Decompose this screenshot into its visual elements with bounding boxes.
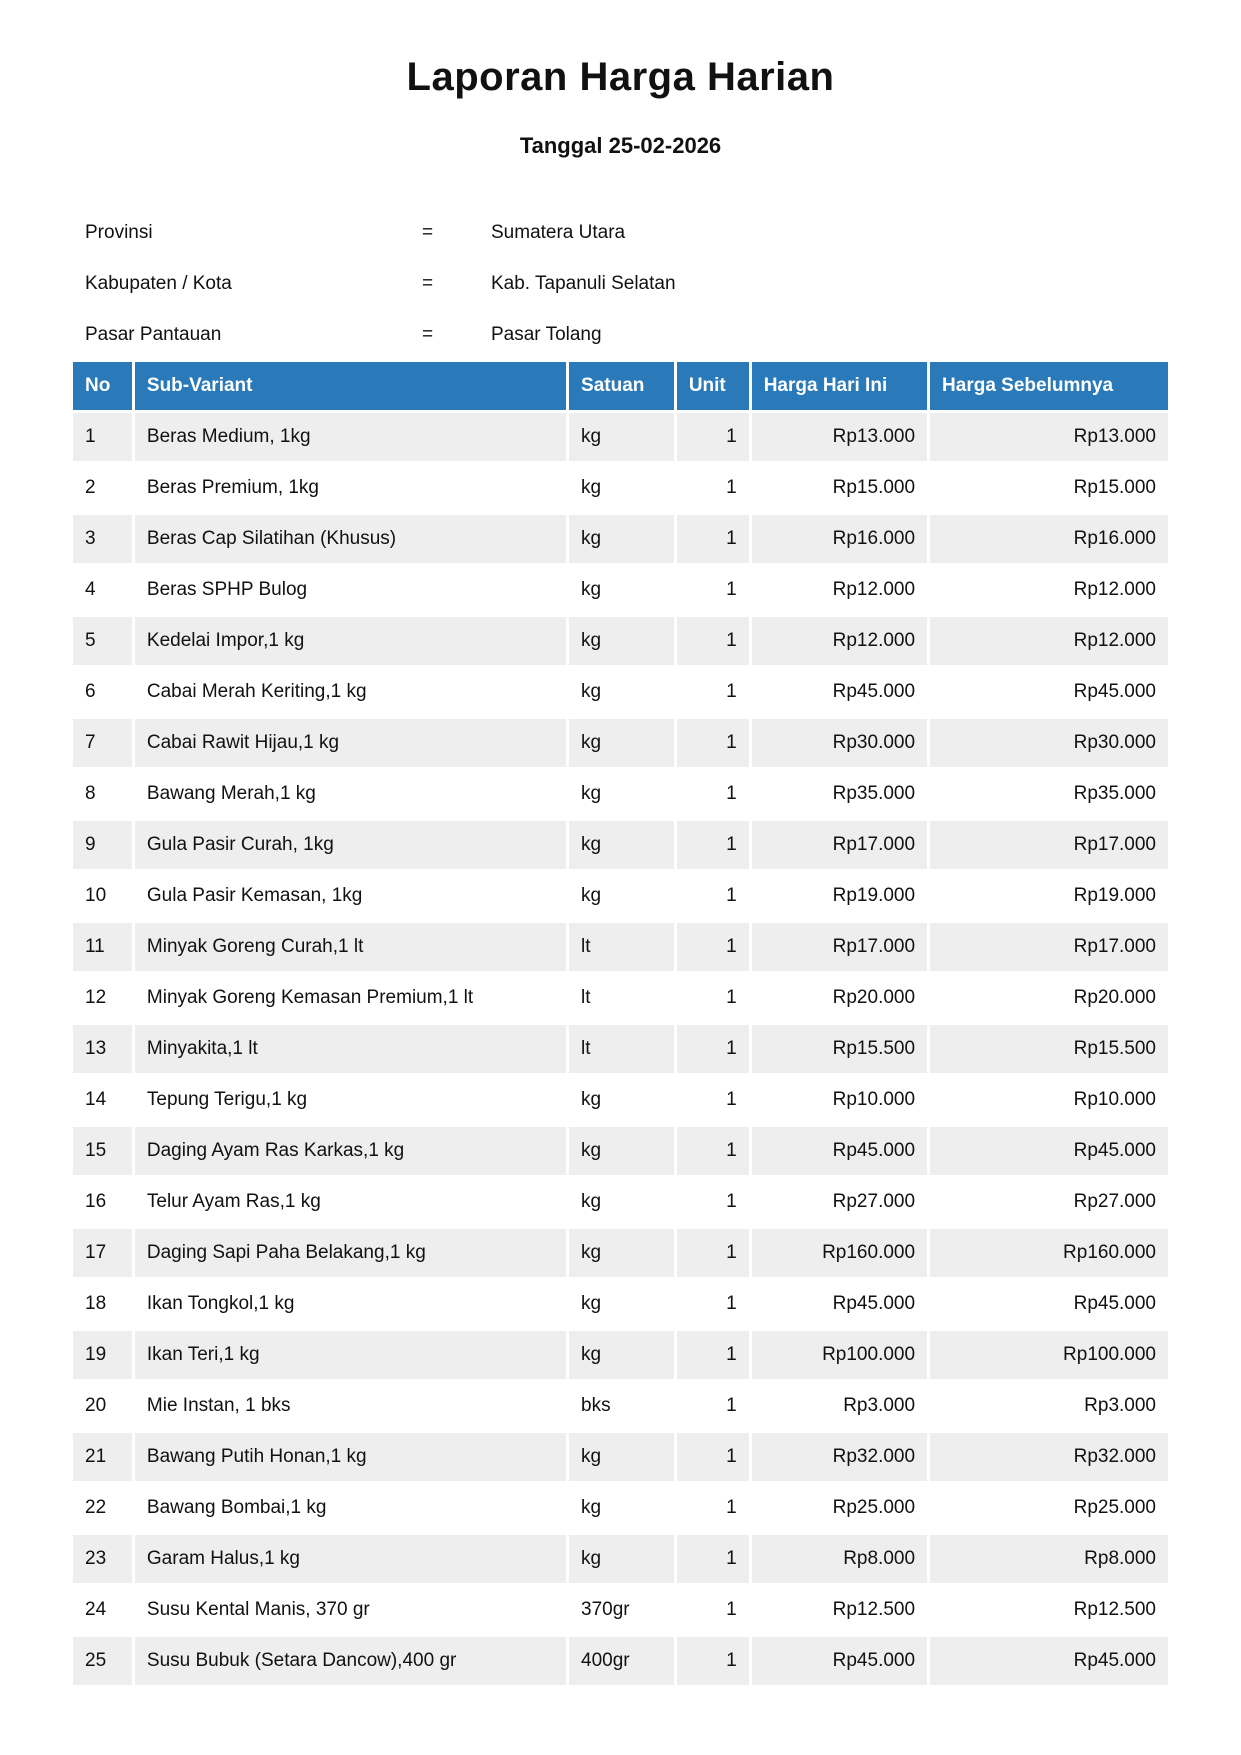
table-row <box>73 719 1168 767</box>
meta-separator: = <box>422 324 434 345</box>
cell-unit: 1 <box>677 770 749 818</box>
cell-no: 11 <box>73 923 132 971</box>
cell-sub-variant: Bawang Merah,1 kg <box>135 770 566 818</box>
cell-no: 5 <box>73 617 132 665</box>
cell-unit: 1 <box>677 464 749 512</box>
cell-satuan: kg <box>569 413 674 461</box>
cell-sub-variant: Minyakita,1 lt <box>135 1025 566 1073</box>
table-row <box>73 1382 1168 1430</box>
cell-harga-hari-ini: Rp13.000 <box>752 413 927 461</box>
cell-unit: 1 <box>677 1280 749 1328</box>
table-row <box>73 821 1168 869</box>
cell-harga-hari-ini: Rp19.000 <box>752 872 927 920</box>
cell-unit: 1 <box>677 668 749 716</box>
cell-sub-variant: Ikan Tongkol,1 kg <box>135 1280 566 1328</box>
cell-unit: 1 <box>677 1484 749 1532</box>
cell-sub-variant: Mie Instan, 1 bks <box>135 1382 566 1430</box>
cell-no: 6 <box>73 668 132 716</box>
cell-sub-variant: Minyak Goreng Curah,1 lt <box>135 923 566 971</box>
cell-unit: 1 <box>677 1331 749 1379</box>
cell-harga-sebelumnya: Rp17.000 <box>930 923 1168 971</box>
column-header-unit: Unit <box>677 362 749 410</box>
cell-harga-sebelumnya: Rp3.000 <box>930 1382 1168 1430</box>
cell-sub-variant: Bawang Bombai,1 kg <box>135 1484 566 1532</box>
cell-sub-variant: Gula Pasir Curah, 1kg <box>135 821 566 869</box>
table-row <box>73 1280 1168 1328</box>
cell-harga-hari-ini: Rp15.500 <box>752 1025 927 1073</box>
table-row <box>73 1331 1168 1379</box>
cell-unit: 1 <box>677 413 749 461</box>
cell-harga-sebelumnya: Rp8.000 <box>930 1535 1168 1583</box>
cell-harga-sebelumnya: Rp45.000 <box>930 668 1168 716</box>
cell-harga-sebelumnya: Rp19.000 <box>930 872 1168 920</box>
cell-no: 13 <box>73 1025 132 1073</box>
cell-sub-variant: Beras Premium, 1kg <box>135 464 566 512</box>
cell-harga-hari-ini: Rp45.000 <box>752 1127 927 1175</box>
table-row <box>73 1025 1168 1073</box>
cell-satuan: kg <box>569 617 674 665</box>
cell-harga-hari-ini: Rp8.000 <box>752 1535 927 1583</box>
cell-satuan: kg <box>569 1280 674 1328</box>
cell-satuan: kg <box>569 1535 674 1583</box>
cell-sub-variant: Beras Medium, 1kg <box>135 413 566 461</box>
cell-sub-variant: Susu Kental Manis, 370 gr <box>135 1586 566 1634</box>
cell-satuan: lt <box>569 974 674 1022</box>
price-table <box>70 359 1171 1688</box>
cell-unit: 1 <box>677 1637 749 1685</box>
cell-sub-variant: Cabai Merah Keriting,1 kg <box>135 668 566 716</box>
cell-no: 2 <box>73 464 132 512</box>
cell-harga-sebelumnya: Rp160.000 <box>930 1229 1168 1277</box>
cell-harga-sebelumnya: Rp12.000 <box>930 566 1168 614</box>
cell-harga-sebelumnya: Rp15.500 <box>930 1025 1168 1073</box>
cell-no: 16 <box>73 1178 132 1226</box>
cell-sub-variant: Beras SPHP Bulog <box>135 566 566 614</box>
cell-unit: 1 <box>677 1127 749 1175</box>
table-row <box>73 1484 1168 1532</box>
cell-harga-hari-ini: Rp45.000 <box>752 1637 927 1685</box>
cell-unit: 1 <box>677 719 749 767</box>
cell-satuan: kg <box>569 1178 674 1226</box>
cell-harga-hari-ini: Rp17.000 <box>752 923 927 971</box>
cell-sub-variant: Kedelai Impor,1 kg <box>135 617 566 665</box>
table-row <box>73 515 1168 563</box>
cell-harga-hari-ini: Rp45.000 <box>752 668 927 716</box>
cell-harga-sebelumnya: Rp10.000 <box>930 1076 1168 1124</box>
cell-harga-hari-ini: Rp15.000 <box>752 464 927 512</box>
cell-unit: 1 <box>677 1076 749 1124</box>
cell-unit: 1 <box>677 515 749 563</box>
cell-satuan: kg <box>569 668 674 716</box>
cell-unit: 1 <box>677 1586 749 1634</box>
cell-harga-hari-ini: Rp30.000 <box>752 719 927 767</box>
cell-sub-variant: Beras Cap Silatihan (Khusus) <box>135 515 566 563</box>
cell-sub-variant: Gula Pasir Kemasan, 1kg <box>135 872 566 920</box>
cell-harga-sebelumnya: Rp27.000 <box>930 1178 1168 1226</box>
cell-sub-variant: Susu Bubuk (Setara Dancow),400 gr <box>135 1637 566 1685</box>
cell-harga-sebelumnya: Rp12.000 <box>930 617 1168 665</box>
cell-no: 23 <box>73 1535 132 1583</box>
cell-harga-sebelumnya: Rp35.000 <box>930 770 1168 818</box>
cell-harga-hari-ini: Rp17.000 <box>752 821 927 869</box>
cell-unit: 1 <box>677 1229 749 1277</box>
cell-no: 25 <box>73 1637 132 1685</box>
cell-no: 21 <box>73 1433 132 1481</box>
cell-harga-sebelumnya: Rp12.500 <box>930 1586 1168 1634</box>
cell-no: 15 <box>73 1127 132 1175</box>
table-row <box>73 1229 1168 1277</box>
cell-satuan: kg <box>569 719 674 767</box>
cell-sub-variant: Cabai Rawit Hijau,1 kg <box>135 719 566 767</box>
cell-harga-hari-ini: Rp25.000 <box>752 1484 927 1532</box>
cell-unit: 1 <box>677 1535 749 1583</box>
table-row <box>73 923 1168 971</box>
cell-sub-variant: Ikan Teri,1 kg <box>135 1331 566 1379</box>
table-row <box>73 668 1168 716</box>
cell-satuan: kg <box>569 1229 674 1277</box>
cell-no: 4 <box>73 566 132 614</box>
cell-satuan: kg <box>569 770 674 818</box>
cell-unit: 1 <box>677 923 749 971</box>
column-header-sub-variant: Sub-Variant <box>135 362 566 410</box>
table-row <box>73 1076 1168 1124</box>
cell-no: 24 <box>73 1586 132 1634</box>
report-title: Laporan Harga Harian <box>406 55 835 99</box>
cell-harga-sebelumnya: Rp13.000 <box>930 413 1168 461</box>
column-header-harga-hari-ini: Harga Hari Ini <box>752 362 927 410</box>
cell-harga-sebelumnya: Rp45.000 <box>930 1127 1168 1175</box>
cell-no: 10 <box>73 872 132 920</box>
cell-no: 3 <box>73 515 132 563</box>
cell-harga-sebelumnya: Rp20.000 <box>930 974 1168 1022</box>
cell-satuan: 400gr <box>569 1637 674 1685</box>
cell-unit: 1 <box>677 974 749 1022</box>
cell-harga-sebelumnya: Rp100.000 <box>930 1331 1168 1379</box>
cell-no: 17 <box>73 1229 132 1277</box>
cell-satuan: bks <box>569 1382 674 1430</box>
table-row <box>73 566 1168 614</box>
cell-harga-hari-ini: Rp16.000 <box>752 515 927 563</box>
table-row <box>73 464 1168 512</box>
cell-satuan: 370gr <box>569 1586 674 1634</box>
cell-no: 20 <box>73 1382 132 1430</box>
column-header-no: No <box>73 362 132 410</box>
cell-unit: 1 <box>677 872 749 920</box>
table-row <box>73 770 1168 818</box>
meta-value: Sumatera Utara <box>491 222 626 243</box>
cell-harga-hari-ini: Rp27.000 <box>752 1178 927 1226</box>
table-row <box>73 413 1168 461</box>
cell-no: 14 <box>73 1076 132 1124</box>
cell-harga-sebelumnya: Rp16.000 <box>930 515 1168 563</box>
cell-unit: 1 <box>677 617 749 665</box>
cell-satuan: kg <box>569 1484 674 1532</box>
cell-harga-hari-ini: Rp10.000 <box>752 1076 927 1124</box>
cell-no: 19 <box>73 1331 132 1379</box>
cell-sub-variant: Tepung Terigu,1 kg <box>135 1076 566 1124</box>
cell-no: 22 <box>73 1484 132 1532</box>
cell-harga-hari-ini: Rp45.000 <box>752 1280 927 1328</box>
cell-harga-sebelumnya: Rp30.000 <box>930 719 1168 767</box>
meta-separator: = <box>422 222 434 243</box>
cell-harga-sebelumnya: Rp32.000 <box>930 1433 1168 1481</box>
cell-no: 12 <box>73 974 132 1022</box>
cell-sub-variant: Telur Ayam Ras,1 kg <box>135 1178 566 1226</box>
column-header-harga-sebelumnya: Harga Sebelumnya <box>930 362 1168 410</box>
cell-sub-variant: Daging Sapi Paha Belakang,1 kg <box>135 1229 566 1277</box>
table-row <box>73 1127 1168 1175</box>
cell-harga-hari-ini: Rp12.500 <box>752 1586 927 1634</box>
cell-harga-sebelumnya: Rp17.000 <box>930 821 1168 869</box>
table-row <box>73 974 1168 1022</box>
cell-satuan: lt <box>569 923 674 971</box>
cell-satuan: kg <box>569 1433 674 1481</box>
cell-satuan: kg <box>569 1076 674 1124</box>
cell-harga-hari-ini: Rp3.000 <box>752 1382 927 1430</box>
cell-unit: 1 <box>677 1178 749 1226</box>
table-row <box>73 1586 1168 1634</box>
cell-harga-hari-ini: Rp160.000 <box>752 1229 927 1277</box>
table-row <box>73 1178 1168 1226</box>
cell-no: 18 <box>73 1280 132 1328</box>
cell-unit: 1 <box>677 1025 749 1073</box>
table-row <box>73 1637 1168 1685</box>
meta-label: Provinsi <box>85 222 153 243</box>
cell-satuan: kg <box>569 821 674 869</box>
cell-unit: 1 <box>677 566 749 614</box>
table-row <box>73 1433 1168 1481</box>
table-row <box>73 872 1168 920</box>
cell-satuan: kg <box>569 464 674 512</box>
table-body <box>73 413 1168 1685</box>
table-header-row <box>73 362 1168 410</box>
cell-satuan: kg <box>569 1331 674 1379</box>
cell-harga-sebelumnya: Rp25.000 <box>930 1484 1168 1532</box>
meta-label: Kabupaten / Kota <box>85 273 232 294</box>
meta-value: Pasar Tolang <box>491 324 602 345</box>
cell-no: 7 <box>73 719 132 767</box>
cell-harga-hari-ini: Rp20.000 <box>752 974 927 1022</box>
cell-satuan: kg <box>569 515 674 563</box>
cell-satuan: kg <box>569 1127 674 1175</box>
cell-no: 1 <box>73 413 132 461</box>
cell-harga-sebelumnya: Rp45.000 <box>930 1280 1168 1328</box>
cell-harga-sebelumnya: Rp45.000 <box>930 1637 1168 1685</box>
cell-harga-hari-ini: Rp32.000 <box>752 1433 927 1481</box>
cell-no: 8 <box>73 770 132 818</box>
cell-sub-variant: Daging Ayam Ras Karkas,1 kg <box>135 1127 566 1175</box>
meta-label: Pasar Pantauan <box>85 324 222 345</box>
cell-sub-variant: Minyak Goreng Kemasan Premium,1 lt <box>135 974 566 1022</box>
meta-value: Kab. Tapanuli Selatan <box>491 273 676 294</box>
cell-satuan: lt <box>569 1025 674 1073</box>
cell-harga-hari-ini: Rp12.000 <box>752 617 927 665</box>
cell-no: 9 <box>73 821 132 869</box>
cell-unit: 1 <box>677 821 749 869</box>
cell-harga-sebelumnya: Rp15.000 <box>930 464 1168 512</box>
table-row <box>73 1535 1168 1583</box>
cell-unit: 1 <box>677 1382 749 1430</box>
cell-satuan: kg <box>569 872 674 920</box>
meta-separator: = <box>422 273 434 294</box>
cell-harga-hari-ini: Rp12.000 <box>752 566 927 614</box>
cell-harga-hari-ini: Rp100.000 <box>752 1331 927 1379</box>
cell-sub-variant: Garam Halus,1 kg <box>135 1535 566 1583</box>
column-header-satuan: Satuan <box>569 362 674 410</box>
report-date: Tanggal 25-02-2026 <box>519 133 722 158</box>
cell-harga-hari-ini: Rp35.000 <box>752 770 927 818</box>
cell-sub-variant: Bawang Putih Honan,1 kg <box>135 1433 566 1481</box>
cell-satuan: kg <box>569 566 674 614</box>
cell-unit: 1 <box>677 1433 749 1481</box>
table-row <box>73 617 1168 665</box>
